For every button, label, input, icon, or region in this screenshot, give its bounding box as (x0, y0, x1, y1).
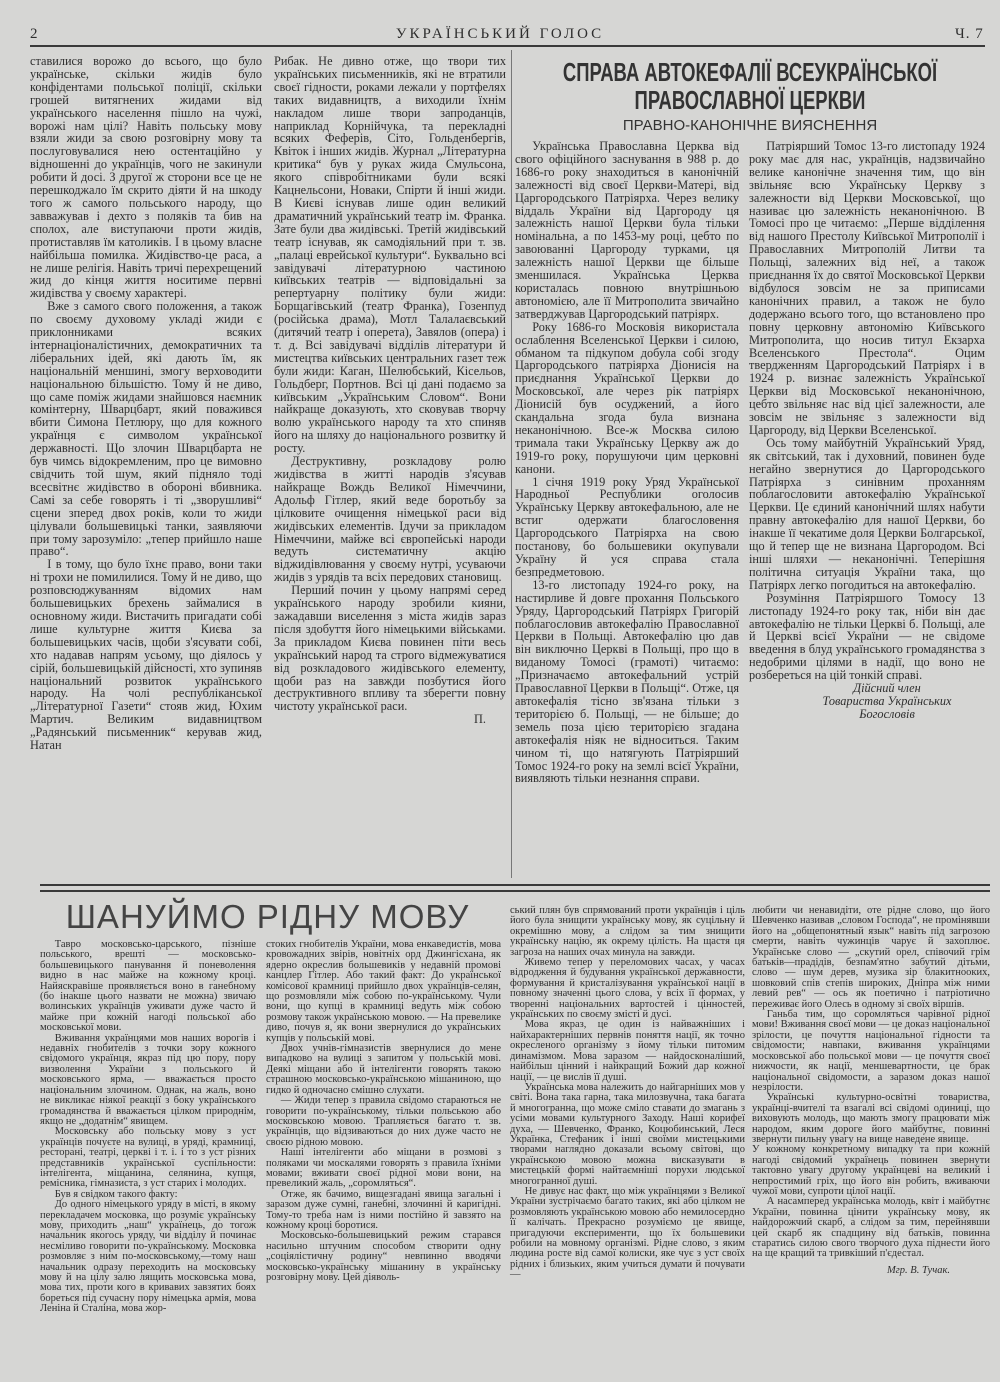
paragraph: 1 січня 1919 року Уряд Української Народньої Республики оголосив Українську Церкву автокефальною, але не встиг одержати благословення Царгородського Патріярха на свою постанову, бо большевики окупували Україну й уся справа стала безпредметовою. (515, 474, 739, 579)
paragraph: Ганьба тим, що соромляться чарівної рідної мови! Вживання своєї мови — це доказ національної зрілости, це почуття національної гідности та свідомости; навпаки, вживання українцями московської або польської мови — це почуття своєї нижчости, як нації, меншевартности, це брак національної свідомости, а заразом доказ нашої незрілости. (752, 1009, 990, 1093)
paragraph: А насамперед українська молодь, квіт і майбутнє України, повинна цінити українську мову, як найдорожчий скарб, а слідом за тим, перейнявши цей скарб як спадщину від батьків, повинна старатись силою свого творчого духа піднести його на ще кращий та тривкіший п'єдестал. (752, 1196, 990, 1260)
paragraph: Патріярший Томос 13-го листопаду 1924 року має для нас, українців, надзвичайно велике канонічне значення тим, що він звільняє всю Українську Церкву з залежности від Церкви Московської, що називає цю залежність неканонічною. В Томосі про це читаємо: „Перше відділення від нашого Престолу Київської Митрополії і Православних Митрополій Литви та Польщі, залежних від неї, а також приєднання їх до святої Московської Церкви відбулося зовсім не за приписами канонічних правил, а також не було додержано всього того, що встановлено про повну церковну автономію Київського Митрополита, що носив титул Екзарха Вселенського Престола“. Оцим твердженням Царгородський Патріярх і в 1924 р. визнає залежність Української Церкви від Московської неканонічною, цебто звільняє нас від цієї залежности, але зовсім не звільняє з залежности від Царгороду, від Церкви Вселенської. (749, 139, 985, 437)
paragraph: Ось тому майбутній Український Уряд, як світський, так і духовний, повинен буде негайно звернутися до Царгородського Патріярха з синівним проханням поблагословити автокефалію Української Церкви. Це єдиний канонічний шлях набути правну автокефалію для нашої Церкви, бо інакше її чекатиме доля Церкви Болгарської, що й тепер ще не визнана Царгородом. Всі інші шляхи — неканонічні. Теперішня політична ситуація України така, що Патріярх легко погодиться на автокефалію. (749, 435, 985, 592)
paragraph: Українські культурно-освітні товариства, українці-вчителі та взагалі всі свідомі одиниці, що виховують молодь, що мають змогу працювати між народом, яким дороге його майбутнє, повинні звернути пильну увагу на вище наведене явище. (752, 1092, 990, 1145)
article-subtitle: ПРАВНО-КАНОНІЧНЕ ВИЯСНЕННЯ (622, 117, 878, 134)
section-rule-top (40, 884, 990, 886)
article-language-col1 (40, 940, 256, 1315)
paragraph: Перший почин у цьому напрямі серед українського народу зробили кияни, зажадавши виселення з міста жидів зараз після здобуття його німецькими військами. За прикладом Києва повинен піти весь український народ та строго відмежуватися від розкладового жидівського елементу, щоби раз на завжди позбутися його деструктивного впливу та зберегти повну чистоту української раси. (274, 583, 506, 714)
paragraph: Року 1686-го Московія використала ослаблення Вселенської Церкви і силою, обманом та підкупом добула собі згоду Царгородського патріярха Діонисія на приєднання Української Церкви до Московської, але через рік патріярх Діонисій був осуджений, а його скандальна згода була визнана неканонічною. Все-ж Москва силою тримала таки Українську Церкву аж до 1919-го року, порушуючи цим церковні канони. (515, 319, 739, 476)
header-rule (30, 45, 985, 47)
paragraph: стоких гнобителів України, мова енкаведистів, мова кровожадних звірів, новітніх орд Джингісхана, як ядерно окреслив большевиків у недавній промові канцлер Гітлер. Або такий факт: До української комісової крамниці прийшло двох українців-селян, що розмовляли між собою по-українському. Чули вони, що купці в крамниці ведуть між собою розмову також українською мовою. — На превелике диво, почув я, як вони звернулися до українських купців у польській мові. (266, 939, 501, 1044)
paragraph: Українська Православна Церква від свого офіційного заснування в 988 р. до 1686-го року знаходиться в канонічній залежності від своєї Церкви-Матері, від Царгородського Патріярха. Через велику віддаль України від Царгороду ця залежність нашої Церкви була тільки номінальна, а по 1453-му році, цебто по завоюванні Царгороду турками, ця залежність нашої Церкви ще більше зменшилася. Українська Церква користалась повною внутрішньою автономією, але її Митрополита звичайно затверджував Царгородський патріярх. (515, 139, 739, 321)
paragraph: До одного німецького уряду в місті, в якому перекладачем московка, що розуміє українську мову, приходить „наш“ українець, до тогож начальник якогось уряду, чи відділу й починає несміливо говорити по-українському. Московка розмовляє з ним по-московському,—тому наш начальник одразу переходить на московську мову й на цілу залю лящить московська мова, мова тих, проти кого в кривавих завзятих боях бореться під сучасну пору німецька армія, мова Леніна й Сталіна, мова жор- (40, 1199, 256, 1315)
signature-line-3: Богословів (859, 706, 915, 721)
paragraph: Був я свідком такого факту: (54, 1188, 178, 1200)
paragraph: У кожному конкретному випадку та при кожній нагоді свідомий українець повинен звернути тактовно увагу другому українцеві на великий і непростимий гріх, що його він робить, вживаючи чужої мови, супроти цілої нації. (752, 1144, 990, 1197)
page-number: 2 (30, 26, 39, 42)
article-title: ШАНУЙМО РІДНУ МОВУ (65, 898, 470, 935)
signature: П. (474, 712, 486, 727)
article-church-col2 (749, 140, 985, 721)
paragraph: любити чи ненавидіти, оте рідне слово, що його Шевченко називав „словом Господа“, не промінявши його на „общепонятный язык“ навіть під загрозою смерти, навіть чужинців чарує й захоплює. Українське слово — „скутий орел, співочий грім батьків—прадідів, безпам'ятно забутий дітьми, слово — шум дерев, музика зір блакитнооких, шовковий спів степів широких, Дніпра між ними левий рев“ — ось як поетично і патріотично переживає його Олесь в одному зі своїх віршів. (752, 905, 990, 1010)
paragraph: Розуміння Патріяршого Томосу 13 листопаду 1924-го року так, ніби він дає автокефалію не тільки Церкві б. Польщі, але й Церкві всієї України — не свідоме введення в блуд українського громадянства з недобрими цілями в надії, що воно не розбереться на цій тонкій справі. (749, 590, 985, 683)
paragraph: 13-го листопаду 1924-го року, на настирливе й довге прохання Польського Уряду, Царгородський Патріярх Григорій поблагословив автокефалію Православної Церкви в Польщі. Автокефалію цю дав він виключно Церкві в Польщі, про що в виданому Томосі (грамоті) читаємо: „Призначаємо автокефальний устрій Православної Церкви в Польщі“. Отже, ця автокефалія тісно зв'язана тільки з територією б. Польщі, — не більше; до земель поза цією територією згадана автокефалія ніяк не відноситься. Таким чином ті, що натягують Патріярший Томос 1924-го року на землі всієї України, виявляють тільки незнання справи. (515, 577, 739, 786)
paragraph: Вже з самого свого положення, а також по своєму духовому укладі жиди є приклонниками всяких інтернаціоналістичних, демократичних та ліберальних ідей, які дають їм, як національній меншині, змогу верховодити національною більшістю. Тому й не диво, що саме поміж жидами знайшовся наємник комінтерну, Шварцбарт, який поважився вбити Симона Петлюру, що для кожного українця є символом української державності. Що злочин Шварцбарта не був чимсь відокремленим, про це вимовно свідчить той шум, який підняло тоді всесвітнє жидівство в обороні вбивника. Самі за себе говорять і ті „зворушливі“ сцени зперед двох років, коли то жиди цілували большевицькі танки, заявляючи при тому зарозуміло: „тепер прийшло наше право“. (30, 299, 262, 559)
article-language-col4 (752, 906, 990, 1276)
article-church-col1 (515, 140, 739, 785)
article-language-col2 (266, 940, 501, 1283)
paragraph: ський плян був спрямований проти українців і ціль його була знищити українську мову, як суцільну й окремішню мову, а слідом за тим знищити українську націю, як окрему цілість. На щастя ця загроза на наших очах минула на завжди. (510, 905, 745, 958)
paragraph: Українська мова належить до найгарніших мов у світі. Вона така гарна, така милозвучна, така багата й многогранна, що може сміло ставати до змагань з усіми мовами культурного Заходу. Наші корифеї духа, — Шевченко, Франко, Коцюбинський, Леся Українка, Стефаник і інші своїми мистецькими творами наглядно доказали всьому світові, що українською мовою можна висказувати в мистецькій формі найтаємніші порухи людської многогранної душі. (510, 1081, 745, 1187)
newspaper-title: УКРАЇНСЬКИЙ ГОЛОС (395, 26, 605, 42)
paragraph: Рибак. Не дивно отже, що твори тих українських письменників, які не втратили своєї гідности, роками лежали у портфелях таких видавництв, а виходили їхнім накладом лише твори запроданців, наприклад Корнійчука, та перекладні всяких Феферів, Сіто, Гольденбергів, Квіток і інших жидів. Журнал „Літературна критика“ був у руках жида Смульсона, якого співробітниками були всякі Кацнельсони, Новаки, Спірти й інші жиди. В Києві існував лише один великий драматичний український театр ім. Франка. Зате були два жидівські. Третій жидівський театр існував, як самодіяльний при т. зв. „палаці еврейської культури“. Буквально всі завідувачі літературною частиною київських театрів — відповідальні за репертуарну політику були жиди: Борщагівський (театр Франка), Гозенпуд (російська драма), Мотл Талалаєвський (дитячий театр і оперета), Завялов (опера) і т. д. Всі завідувачі відділів літератури й мистецтва київських центральних газет теж були жиди: Каган, Шелюбський, Кісельов, Гольдберг, Портнов. Всі ці дані подаємо за київським „Українським Словом“. Вони найкраще доказують, хто сковував творчу волю українського народу та хто спиняв його на шляху до національного розвитку й росту. (274, 54, 506, 456)
paragraph: Двох учнів-гімназистів звернулися до мене випадково на вулиці з запитом у польській мові. Деякі міщани або й інтелігенти говорять такою страшною московсько-українською мішаниною, що гидко й одночасно смішно слухати. (266, 1043, 501, 1096)
paragraph: Деструктивну, розкладову ролю жидівства в житті народів з'ясував найкраще Вождь Великої Німеччини, Адольф Гітлер, який веде боротьбу за цілковите очищення німецької раси від жидівських елементів. Ідучи за прикладом Німеччини, майже всі європейські народи ведуть систематичну акцію віджидівлювання у своєму нутрі, усуваючи жидів з урядів та всіх передових становищ. (274, 454, 506, 585)
article-language-col3 (510, 906, 745, 1281)
article-jews-col1 (30, 55, 262, 752)
paragraph: ставилися ворожо до всього, що було українське, скільки жидів було конфідентами польської поліції, скільки грошей витягнених жидами від українського населення пішло на чужі, ворожі нам цілі? Навіть польську мову взяли жиди за свою розговірну мову та послуговувалися нею остентаційно у відношенні до українців, чого не закинули робити й досі. З другої ж сторони все це не перешкоджало їм скрито діяти й на шкоду того ж самого польського народу, що завважував і дехто з поляків та бив на сполох, але виступаючи проти жидів, протиставляв їм католиків. І в цьому власне найбільша помилка. Жидівство-це раса, а не лише релігія. Навіть тричі перехрещений жид до кінця життя носитиме первні жидівства у своєму характері. (30, 54, 262, 301)
issue-number: Ч. 7 (955, 26, 984, 42)
paragraph: — Жиди тепер з правила свідомо стараються не говорити по-українському, тільки польською або московською мовою. Трапляється багато т. зв. українців, що відзиваються до них дуже часто не своєю рідною мовою. (266, 1095, 501, 1148)
paragraph: Тавро московсько-царського, пізніше польського, врешті — московсько-большевицького панування й поневолення видно в нас майже на кожному кроці. Найяскравіше проявляється воно в ганебному (бо інакше цього назвати не можна) звичаю волинських українців уживати дуже часто й майже при кожній нагоді польської або московської мови. (40, 939, 256, 1034)
signature: Мгр. В. Тучак. (886, 1264, 950, 1276)
paragraph: Вживання українцями мов наших ворогів і недавніх гнобителів з точки зору кожного свідомого українця, якраз під цю пору, пору визволення України з польського й московського ярма, — вважається просто національним злочином. Однак, на жаль, воно не викликає ніякої реакції з боку українського громадянства й вважається цілком природнім, якщо не „додатнім“ явищем. (40, 1032, 256, 1127)
paragraph: І в тому, що було їхнє право, вони таки ні трохи не помилилися. Тому й не диво, що розповсюджуванням відомих нам большевицьких брехень займалися в основному жиди. Вистачить пригадати собі лише культурне життя Києва за большевицьких часів, щоби з'ясувати собі, хто надавав напрям усьому, що діялось у сірій, большевицькій дійсності, хто зупиняв національний розвиток українського народу. На чолі республіканської „Літературної Газети“ стояв жид, Юхим Мартич. Великим видавництвом „Радянський письменник“ керував жид, Натан (30, 557, 262, 753)
paragraph: Живемо тепер у переломових часах, у часах відродження й будування української державности, формування й кристалізування української нації в повному значенні цього слова, у всіх її формах, у творенні національних вартостей і цінностей, українських по своєму змісті й дусі. (510, 957, 745, 1021)
paragraph: Московсько-большевицький режим старався насильно штучним способом створити одну „соціялістичну родину“ невпинно вводячи московсько-українську мішанину в українську розговірну мову. Цей діяволь- (266, 1230, 501, 1283)
paragraph: Наші інтелігенти або міщани в розмові з поляками чи москалями говорять з правила їхніми мовами; вживати своєї рідної мови вони, на превеликий жаль, „соромляться“. (266, 1147, 501, 1190)
paragraph: Не дивує нас факт, що між українцями з Великої України зустрічаємо багато таких, які або цілком не розмовляють українською мовою або немилосердно її калічать. Прекрасно розуміємо це явище, пригадуючи експерименти, що їх большевики робили на мовному організмі. Рідне слово, з яким людина росте від самої колиски, яке чує з уст своїх рідних і близьких, яким учиться думати й почувати — (510, 1185, 745, 1281)
paragraph: Мова якраз, це один із найважніших і найхарактерніших первнів поняття нації, як точно окресленого організму з йому тільки питомим динамізмом. Мова заразом — найдосконаліший, найбільш цінний і найкращий Божий дар кожної нації, — це вислів її душі. (510, 1019, 745, 1083)
article-jews-col2 (274, 55, 506, 726)
article-title: СПРАВА АВТОКЕФАЛІЇ ВСЕУКРАЇНСЬКОЇ ПРАВОСЛАВНОЇ ЦЕРКВИ (562, 57, 938, 115)
signature-line-1: Дійсний член (853, 681, 921, 696)
signature-line-2: Товариства Українських (822, 693, 952, 708)
column-divider (511, 50, 512, 878)
paragraph: Отже, як бачимо, вищезгадані явища загальні і заразом дуже сумні, ганебні, злочинні й каригідні. Тому-то треба нам із ними постійно й завзято на кожному кроці боротися. (266, 1188, 501, 1231)
paragraph: Московську або польську мову з уст українців почуєте на вулиці, в уряді, крамниці, ресторані, театрі, церкві і т. і. і то з уст різних представників української суспільности: інтелігента, міщанина, селянина, купця, ремісника, гімназиста, з уст старих і молодих. (40, 1126, 256, 1190)
section-rule-bottom (40, 890, 990, 892)
